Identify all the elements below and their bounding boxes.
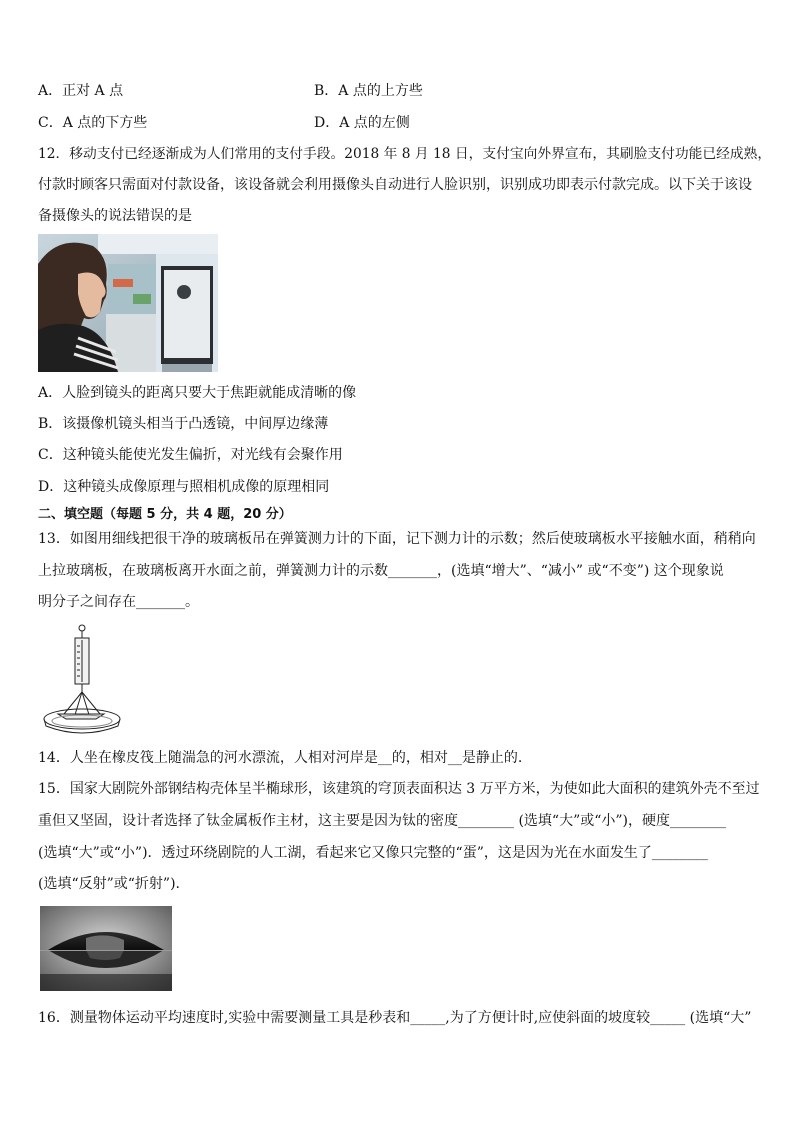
q11-option-d: D．A 点的左侧 <box>314 115 410 131</box>
q12-option-c: C．这种镜头能使光发生偏折，对光线有会聚作用 <box>38 447 343 463</box>
q12-stem-line-1: 12．移动支付已经逐渐成为人们常用的支付手段。2018 年 8 月 18 日，支付宝向外界宣布，其刷脸支付功能已经成熟， <box>38 146 772 162</box>
q12-option-a: A．人脸到镜头的距离只要大于焦距就能成清晰的像 <box>38 385 357 401</box>
section-title-fill-in: 二、填空题（每题 5 分，共 4 题，20 分） <box>38 507 292 522</box>
spring-scale-figure <box>42 622 126 738</box>
q16-line: 16．测量物体运动平均速度时,实验中需要测量工具是秒表和_____,为了方便计时,应使斜面的坡度较_____ (选填“大” <box>38 1010 752 1026</box>
q15-line-2: 重但又坚固，设计者选择了钛金属板作主材，这主要是因为钛的密度________ (选填“大”或“小”)，硬度________ <box>38 813 727 829</box>
q15-line-1: 15．国家大剧院外部钢结构壳体呈半椭球形，该建筑的穹顶表面积达 3 万平方米，为使如此大面积的建筑外壳不至过 <box>38 781 760 797</box>
q12-option-b: B．该摄像机镜头相当于凸透镜，中间厚边缘薄 <box>38 416 329 432</box>
q13-line-3: 明分子之间存在_______。 <box>38 594 199 610</box>
grand-theatre-photo <box>40 906 172 991</box>
q13-line-2: 上拉玻璃板，在玻璃板离开水面之前，弹簧测力计的示数_______，(选填“增大”、“减小” 或“不变”) 这个现象说 <box>38 563 724 579</box>
q11-option-c: C．A 点的下方些 <box>38 115 148 131</box>
q14-line: 14．人坐在橡皮筏上随湍急的河水漂流，人相对河岸是__的，相对__是静止的. <box>38 750 523 766</box>
q11-option-a: A．正对 A 点 <box>38 83 124 99</box>
q12-option-d: D．这种镜头成像原理与照相机成像的原理相同 <box>38 479 330 495</box>
q13-line-1: 13．如图用细线把很干净的玻璃板吊在弹簧测力计的下面，记下测力计的示数；然后使玻璃板水平接触水面，稍稍向 <box>38 531 756 547</box>
q15-line-3: (选填“大”或“小”)．透过环绕剧院的人工湖，看起来它又像只完整的“蛋”，这是因为光在水面发生了________ <box>38 845 708 861</box>
q12-stem-line-3: 备摄像头的说法错误的是 <box>38 208 192 224</box>
q12-stem-line-2: 付款时顾客只需面对付款设备，该设备就会利用摄像头自动进行人脸识别，识别成功即表示付款完成。以下关于该设 <box>38 177 752 193</box>
q11-option-b: B．A 点的上方些 <box>314 83 423 99</box>
q15-line-4: (选填“反射”或“折射”). <box>38 876 181 892</box>
face-payment-photo <box>38 234 218 372</box>
